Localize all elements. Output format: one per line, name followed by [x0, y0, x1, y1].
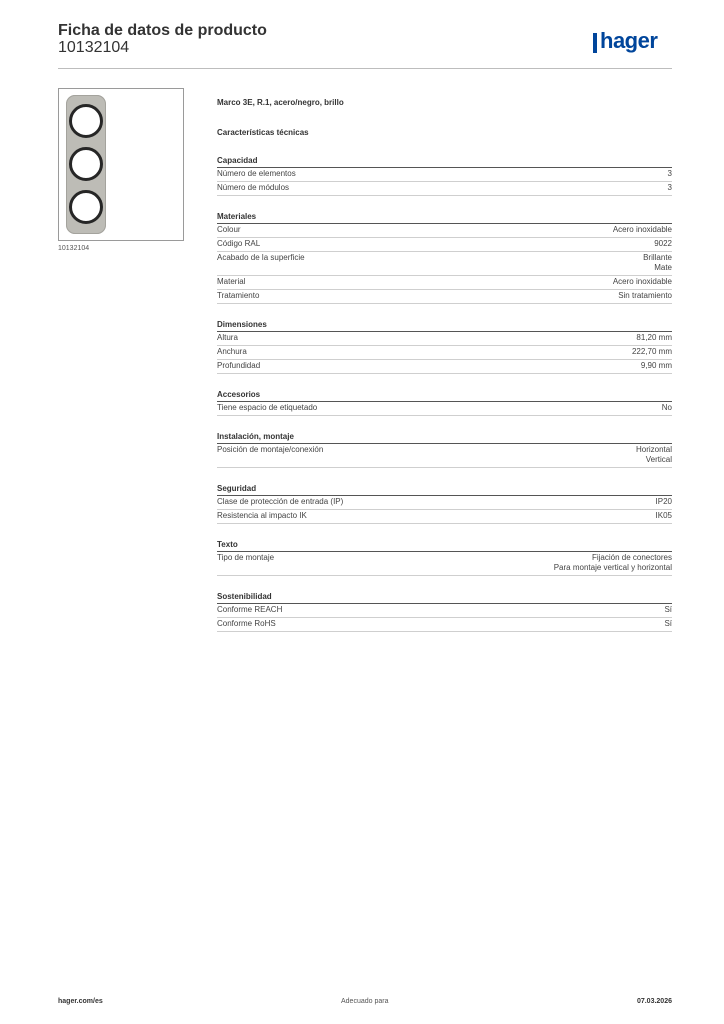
spec-label: Código RAL — [217, 239, 261, 248]
footer-suitable-for: Adecuado para — [341, 998, 389, 1005]
spec-row — [217, 346, 672, 360]
spec-value-line: IK05 — [655, 511, 672, 520]
spec-value — [654, 239, 672, 249]
logo-text: hager — [600, 28, 658, 53]
spec-value-line: Para montaje vertical y horizontal — [553, 563, 672, 572]
spec-row — [217, 290, 672, 304]
spec-section — [217, 211, 672, 304]
spec-value — [632, 347, 672, 357]
spec-value-line: Sí — [664, 619, 672, 628]
technical-characteristics-title: Características técnicas — [217, 128, 309, 137]
spec-label: Conforme RoHS — [217, 619, 276, 628]
section-title: Texto — [217, 539, 672, 552]
spec-row — [217, 510, 672, 524]
spec-row — [217, 496, 672, 510]
spec-value — [668, 169, 672, 179]
footer-date: 07.03.2026 — [636, 998, 672, 1005]
frame-picture — [66, 95, 106, 234]
spec-value — [643, 253, 672, 273]
spec-label: Acabado de la superficie — [217, 253, 305, 262]
spec-row — [217, 402, 672, 416]
section-title: Capacidad — [217, 155, 672, 168]
spec-value — [554, 553, 672, 573]
spec-value — [613, 277, 672, 287]
spec-value — [618, 291, 672, 301]
spec-label: Número de módulos — [217, 183, 290, 192]
spec-value — [664, 619, 672, 629]
spec-value-line: 222,70 mm — [631, 347, 672, 356]
spec-section — [217, 155, 672, 196]
spec-row — [217, 168, 672, 182]
spec-value-line: 9,90 mm — [640, 361, 672, 370]
spec-label: Tiene espacio de etiquetado — [217, 403, 318, 412]
spec-section — [217, 539, 672, 576]
spec-value — [613, 225, 672, 235]
spec-value — [664, 605, 672, 615]
spec-label: Tratamiento — [217, 291, 260, 300]
spec-section — [217, 319, 672, 374]
section-title: Instalación, montaje — [217, 431, 672, 444]
spec-label: Profundidad — [217, 361, 261, 370]
product-name: Marco 3E, R.1, acero/negro, brillo — [217, 98, 344, 107]
spec-section — [217, 431, 672, 468]
spec-value-line: Acero inoxidable — [612, 277, 672, 286]
spec-row — [217, 182, 672, 196]
spec-row — [217, 332, 672, 346]
section-title: Seguridad — [217, 483, 672, 496]
spec-label: Anchura — [217, 347, 247, 356]
image-caption: 10132104 — [58, 245, 90, 252]
product-number: 10132104 — [58, 39, 130, 56]
spec-value-line: Fijación de conectores — [591, 553, 672, 562]
section-title: Materiales — [217, 211, 672, 224]
document-title: Ficha de datos de producto — [58, 22, 267, 39]
spec-value-line: Sin tratamiento — [618, 291, 672, 300]
spec-value-line: 9022 — [654, 239, 672, 248]
spec-label: Posición de montaje/conexión — [217, 445, 324, 454]
spec-row — [217, 238, 672, 252]
frame-opening-2 — [69, 147, 103, 181]
spec-section — [217, 389, 672, 416]
spec-value-line: Vertical — [645, 455, 672, 464]
spec-value-line: Brillante — [643, 253, 672, 262]
spec-label: Tipo de montaje — [217, 553, 275, 562]
product-image — [58, 88, 184, 241]
section-title: Sostenibilidad — [217, 591, 672, 604]
spec-sections — [217, 155, 672, 632]
spec-label: Número de elementos — [217, 169, 296, 178]
spec-row — [217, 360, 672, 374]
spec-section — [217, 591, 672, 632]
spec-label: Colour — [217, 225, 241, 234]
footer-website: hager.com/es — [58, 998, 103, 1005]
spec-label: Resistencia al impacto IK — [217, 511, 307, 520]
spec-row — [217, 552, 672, 576]
spec-row — [217, 224, 672, 238]
section-title: Dimensiones — [217, 319, 672, 332]
spec-content — [217, 98, 672, 632]
spec-value — [636, 445, 672, 465]
spec-value-line: No — [661, 403, 672, 412]
logo-bar-icon — [593, 33, 597, 53]
spec-value — [662, 403, 672, 413]
section-title: Accesorios — [217, 389, 672, 402]
spec-value-line: Horizontal — [635, 445, 672, 454]
spec-row — [217, 604, 672, 618]
spec-value-line: Mate — [654, 263, 672, 272]
spec-row — [217, 444, 672, 468]
spec-row — [217, 276, 672, 290]
spec-value-line: IP20 — [655, 497, 672, 506]
spec-value-line: 3 — [667, 183, 672, 192]
spec-row — [217, 618, 672, 632]
spec-value — [641, 361, 672, 371]
spec-value-line: 3 — [667, 169, 672, 178]
spec-label: Clase de protección de entrada (IP) — [217, 497, 344, 506]
spec-row — [217, 252, 672, 276]
spec-value — [636, 333, 672, 343]
frame-opening-1 — [69, 104, 103, 138]
spec-value-line: Sí — [664, 605, 672, 614]
spec-value-line: 81,20 mm — [636, 333, 672, 342]
spec-value-line: Acero inoxidable — [612, 225, 672, 234]
header-divider — [58, 68, 672, 69]
spec-section — [217, 483, 672, 524]
spec-label: Material — [217, 277, 246, 286]
spec-value — [668, 183, 672, 193]
frame-opening-3 — [69, 190, 103, 224]
spec-label: Conforme REACH — [217, 605, 283, 614]
spec-value — [656, 511, 672, 521]
spec-value — [656, 497, 672, 507]
spec-label: Altura — [217, 333, 238, 342]
